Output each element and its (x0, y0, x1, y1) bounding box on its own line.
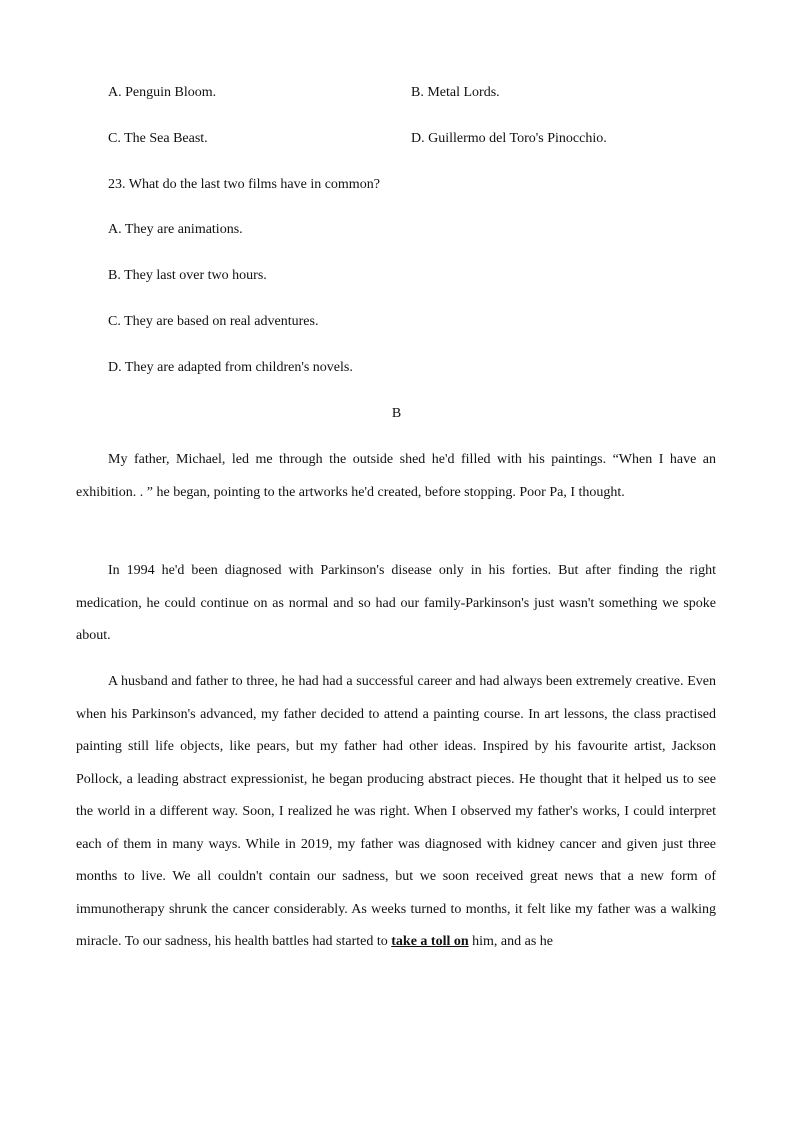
q23-option-b: B. They last over two hours. (108, 268, 267, 283)
q22-option-a: A. Penguin Bloom. (108, 85, 217, 100)
section-heading: B (391, 406, 402, 421)
q22-option-b: B. Metal Lords. (411, 85, 500, 100)
q22-option-c: C. The Sea Beast. (108, 131, 208, 146)
q23-question: 23. What do the last two films have in common? (108, 177, 380, 192)
q23-option-a: A. They are animations. (108, 222, 243, 237)
q22-option-d: D. Guillermo del Toro's Pinocchio. (411, 131, 607, 146)
passage-paragraph-3 (76, 666, 716, 959)
highlighted-phrase: take a toll on (391, 934, 469, 949)
paragraph-3-text: A husband and father to three, he had had a successful career and had always been extremely creative. Even when his Parkinson's advanced, my father decided to attend a painting course. In art lessons, the class practised painting still life objects, like pears, but my father had other ideas. Inspired by his favourite artist, Jackson Pollock, a leading abstract expressionist, he began producing abstract pieces. He thought that it helped us to see the world in a different way. Soon, I realized he was right. When I observed my father's works, I could interpret each of them in many ways. While in 2019, my father was diagnosed with kidney cancer and given just three months to live. We all couldn't contain our sadness, but we soon received great news that a new form of immunotherapy shrunk the cancer considerably. As weeks turned to months, it felt like my father was a walking miracle. To our sadness, his health battles had started to (76, 674, 716, 949)
paragraph-3-tail: him, and as he (468, 934, 554, 949)
q23-option-c: C. They are based on real adventures. (108, 314, 319, 329)
q22-option-row-1 (108, 83, 500, 103)
q23-option-d: D. They are adapted from children's novels. (108, 360, 353, 375)
passage-paragraph-1: My father, Michael, led me through the outside shed he'd filled with his paintings. “When I have an exhibition. . ” he began, pointing to the artworks he'd created, before stopping. Poor Pa, I thought. (76, 452, 716, 500)
passage-paragraph-2: In 1994 he'd been diagnosed with Parkinson's disease only in his forties. But after finding the right medication, he could continue on as normal and so had our family-Parkinson's just wasn't something we spoke about. (76, 563, 716, 643)
q22-option-row-2 (108, 129, 607, 149)
